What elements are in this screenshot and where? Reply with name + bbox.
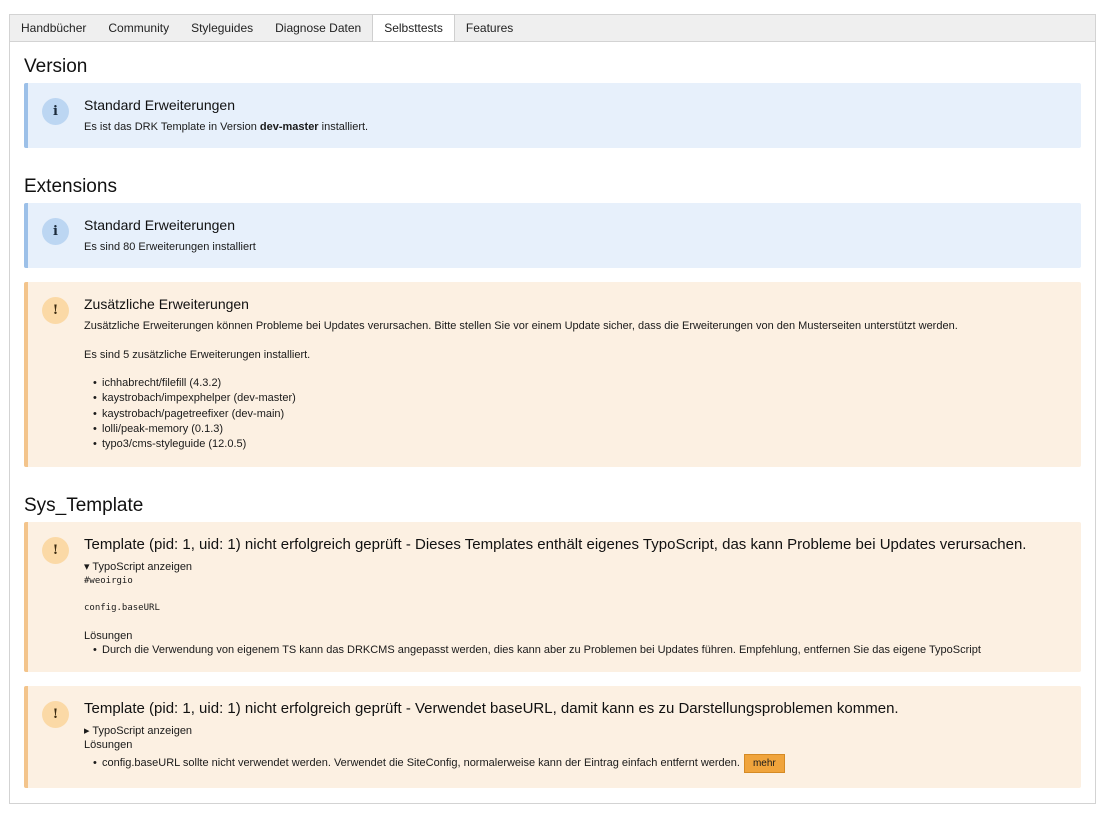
extensions-info-callout bbox=[24, 203, 1081, 268]
sys-template-heading: Sys_Template bbox=[24, 495, 144, 516]
extension-list bbox=[102, 376, 296, 452]
warning-icon: ! bbox=[42, 701, 69, 728]
callout-title: Template (pid: 1, uid: 1) nicht erfolgreich geprüft - Verwendet baseURL, damit kann es zu Darstellungsproblemen kommen. bbox=[84, 700, 899, 717]
typoscript-code-line: #weoirgio bbox=[84, 576, 133, 586]
list-item: • typo3/cms-styleguide (12.0.5) bbox=[102, 437, 296, 452]
extensions-heading: Extensions bbox=[24, 176, 117, 197]
solutions-label: Lösungen bbox=[84, 739, 133, 751]
solutions-list bbox=[102, 752, 785, 774]
template-check-callout-1 bbox=[24, 522, 1081, 672]
solutions-label: Lösungen bbox=[84, 630, 133, 642]
template-check-callout-2 bbox=[24, 686, 1081, 788]
additional-extensions-callout bbox=[24, 282, 1081, 467]
more-button[interactable]: mehr bbox=[744, 754, 785, 773]
tab-community[interactable]: Community bbox=[108, 21, 170, 35]
tab-handbuecher[interactable]: Handbücher bbox=[21, 21, 87, 35]
list-item: • kaystrobach/pagetreefixer (dev-main) bbox=[102, 407, 296, 422]
tab-styleguides[interactable]: Styleguides bbox=[191, 21, 254, 35]
version-info-callout bbox=[24, 83, 1081, 148]
callout-title: Standard Erweiterungen bbox=[84, 217, 235, 233]
typoscript-toggle[interactable]: ▸ TypoScript anzeigen bbox=[84, 725, 193, 737]
list-item: • Durch die Verwendung von eigenem TS kann das DRKCMS angepasst werden, dies kann aber zu Problemen bei Updates führen. Empfehlung, entfernen Sie das eigene TypoScript bbox=[102, 643, 981, 658]
callout-text: Es sind 5 zusätzliche Erweiterungen installiert. bbox=[84, 349, 311, 361]
warning-icon: ! bbox=[42, 297, 69, 324]
tab-diagnose-daten[interactable]: Diagnose Daten bbox=[275, 21, 362, 35]
version-heading: Version bbox=[24, 56, 88, 77]
callout-text: Es ist das DRK Template in Version dev-master installiert. bbox=[84, 121, 369, 133]
callout-text: Es sind 80 Erweiterungen installiert bbox=[84, 241, 256, 253]
callout-text: Zusätzliche Erweiterungen können Probleme bei Updates verursachen. Bitte stellen Sie vor einem Update sicher, dass die Erweiterungen von den Musterseiten unterstützt werden. bbox=[84, 320, 958, 332]
version-value: dev-master bbox=[259, 121, 319, 133]
list-item bbox=[102, 752, 785, 774]
solution-text: config.baseURL sollte nicht verwendet werden. Verwendet die SiteConfig, normalerweise kann der Eintrag einfach entfernt werden. bbox=[102, 757, 740, 769]
typoscript-code-line: config.baseURL bbox=[84, 603, 160, 613]
tab-features[interactable]: Features bbox=[465, 21, 514, 35]
tab-selbsttests[interactable]: Selbsttests bbox=[372, 14, 455, 42]
tab-bar bbox=[9, 14, 1096, 42]
info-icon: i bbox=[42, 98, 69, 125]
selbsttests-panel bbox=[9, 41, 1096, 804]
callout-title: Template (pid: 1, uid: 1) nicht erfolgreich geprüft - Dieses Templates enthält eigenes TypoScript, das kann Probleme bei Updates verursachen. bbox=[84, 536, 1027, 553]
callout-title: Zusätzliche Erweiterungen bbox=[84, 296, 249, 312]
list-item: • lolli/peak-memory (0.1.3) bbox=[102, 422, 296, 437]
solutions-list bbox=[102, 643, 981, 658]
warning-icon: ! bbox=[42, 537, 69, 564]
typoscript-toggle[interactable]: ▾ TypoScript anzeigen bbox=[84, 561, 193, 573]
callout-title: Standard Erweiterungen bbox=[84, 97, 235, 113]
list-item: • ichhabrecht/filefill (4.3.2) bbox=[102, 376, 296, 391]
list-item: • kaystrobach/impexphelper (dev-master) bbox=[102, 391, 296, 406]
info-icon: i bbox=[42, 218, 69, 245]
